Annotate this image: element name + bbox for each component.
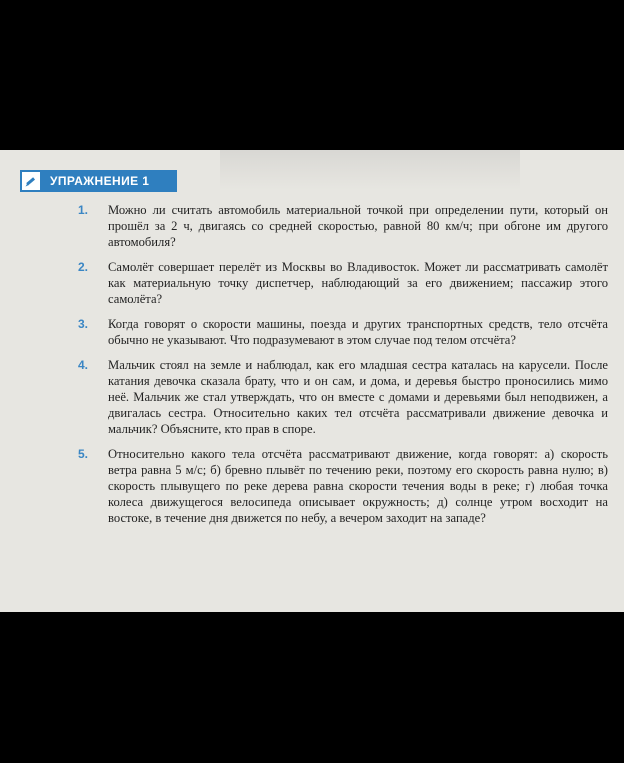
page-bleed-through bbox=[220, 150, 520, 190]
exercise-item-2 bbox=[78, 259, 608, 307]
exercise-title: УПРАЖНЕНИЕ 1 bbox=[50, 174, 150, 188]
textbook-page bbox=[0, 150, 624, 612]
exercise-number: 4. bbox=[78, 358, 89, 372]
pencil-icon bbox=[20, 170, 42, 192]
exercise-item-5 bbox=[78, 446, 608, 526]
exercise-item-3 bbox=[78, 316, 608, 348]
exercise-number: 5. bbox=[78, 447, 89, 461]
exercise-header bbox=[20, 170, 177, 192]
exercise-text: Мальчик стоял на земле и наблюдал, как его младшая сестра каталась на карусели. После катания девочка сказала брату, что и он сам, и дома, и деревья быстро проносились мимо неё. Мальчик же стал утверждать, что он вместе с домами и деревьями был неподвижен, а двигалась сестра. Относительно каких тел отсчёта рассматривали движение девочка и мальчик? Объясните, кто прав в споре. bbox=[108, 358, 608, 436]
exercise-number: 2. bbox=[78, 260, 89, 274]
exercise-text: Можно ли считать автомобиль материальной точкой при определении пути, который он прошёл за 2 ч, двигаясь со средней скоростью, равной 80 км/ч; при обгоне им другого автомобиля? bbox=[108, 203, 608, 249]
exercise-text: Когда говорят о скорости машины, поезда и других транспортных средств, тело отсчёта обычно не указывают. Что подразумевают в этом случае под телом отсчёта? bbox=[108, 317, 608, 347]
exercise-item-4 bbox=[78, 357, 608, 437]
exercise-number: 1. bbox=[78, 203, 89, 217]
exercise-text: Относительно какого тела отсчёта рассматривают движение, когда говорят: а) скорость ветра равна 5 м/с; б) бревно плывёт по течению реки, поэтому его скорость равна нулю; в) скорость плывущего по реке дерева равна скорости течения воды в реке; г) любая точка колеса движущегося велосипеда описывает окружность; д) солнце утром восходит на востоке, в течение дня движется по небу, а вечером заходит на западе? bbox=[108, 447, 608, 525]
exercise-list bbox=[78, 202, 608, 535]
exercise-text: Самолёт совершает перелёт из Москвы во Владивосток. Может ли рассматривать самолёт как материальную точку диспетчер, наблюдающий за его движением; пассажир этого самолёта? bbox=[108, 260, 608, 306]
exercise-item-1 bbox=[78, 202, 608, 250]
exercise-number: 3. bbox=[78, 317, 89, 331]
